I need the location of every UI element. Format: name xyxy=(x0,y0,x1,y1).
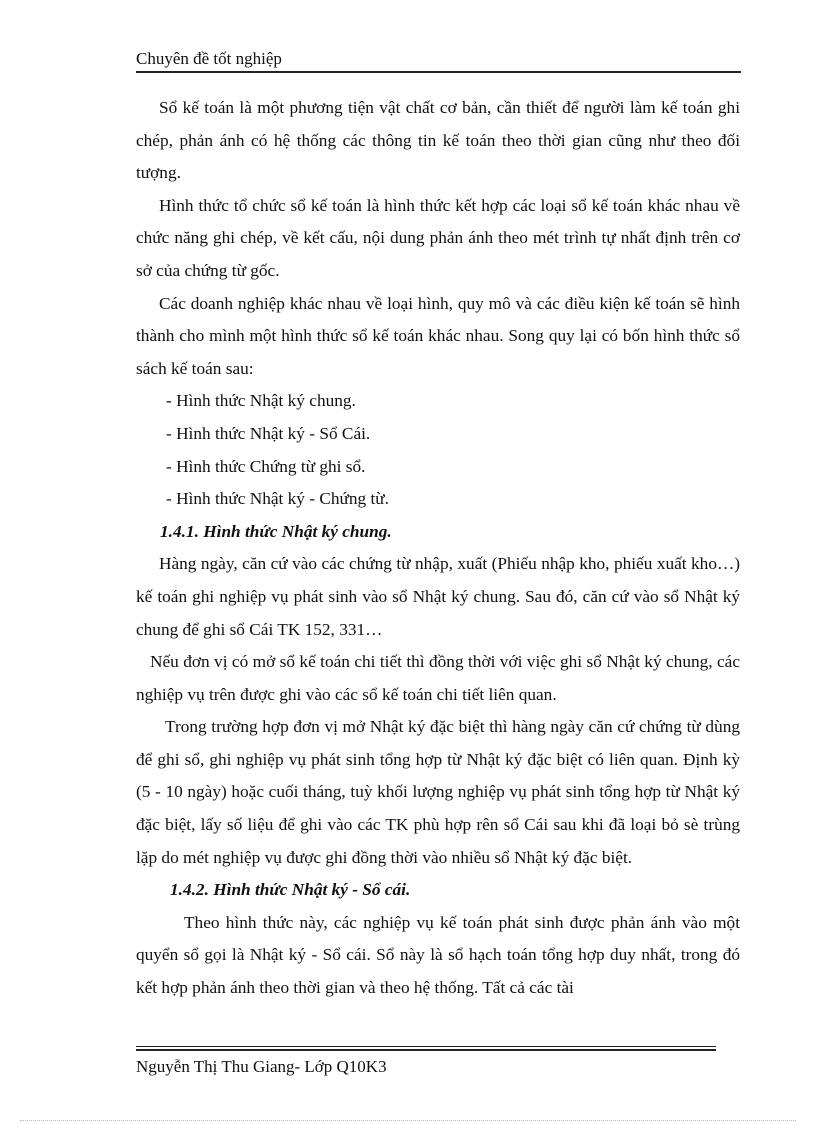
paragraph-3: Các doanh nghiệp khác nhau về loại hình, quy mô và các điều kiện kế toán sẽ hình thành cho mình một hình thức sổ kế toán khác nhau. Song quy lại có bốn hình thức sổ sách kế toán sau: xyxy=(136,293,740,378)
footer-divider-double xyxy=(136,1049,716,1051)
footer-divider xyxy=(136,1046,716,1047)
page-header xyxy=(136,48,741,73)
paragraph-7: Theo hình thức này, các nghiệp vụ kế toán phát sinh được phản ánh vào một quyển sổ gọi là Nhật ký - Sổ cái. Sổ này là sổ hạch toán tổng hợp duy nhất, trong đó kết hợp phản ánh theo thời gian và theo hệ thống. Tất cả các tài xyxy=(136,912,740,998)
list-item: - Hình thức Nhật ký chung. xyxy=(166,391,356,411)
header-title: Chuyên đề tốt nghiệp xyxy=(136,49,282,68)
section-heading-1-4-2: 1.4.2. Hình thức Nhật ký - Sổ cái. xyxy=(170,880,411,900)
list-item: - Hình thức Nhật ký - Chứng từ. xyxy=(166,489,389,509)
page-bottom-edge xyxy=(20,1120,796,1121)
paragraph-6: Trong trường hợp đơn vị mở Nhật ký đặc biệt thì hàng ngày căn cứ chứng từ dùng để ghi sổ, ghi nghiệp vụ phát sinh tổng hợp từ Nhật ký đặc biệt có liên quan. Định kỳ (5 - 10 ngày) hoặc cuối tháng, tuỳ khối lượng nghiệp vụ phát sinh tổng hợp từ Nhật ký đặc biệt, lấy số liệu để ghi vào các TK phù hợp rên sổ Cái sau khi đã loại bỏ sè trùng lặp do mét nghiệp vụ được ghi đồng thời vào nhiều sổ Nhật ký đặc biệt. xyxy=(136,717,740,867)
paragraph-2: Hình thức tổ chức sổ kế toán là hình thức kết hợp các loại sổ kế toán khác nhau về chức năng ghi chép, về kết cấu, nội dung phản ánh theo mét trình tự nhất định trên cơ sở của chứng từ gốc. xyxy=(136,195,740,280)
document-body xyxy=(136,92,740,1005)
paragraph-5: Nếu đơn vị có mở sổ kế toán chi tiết thì đồng thời với việc ghi sổ Nhật ký chung, các nghiệp vụ trên được ghi vào các sổ kế toán chi tiết liên quan. xyxy=(136,652,740,704)
paragraph-1: Sổ kế toán là một phương tiện vật chất cơ bản, cần thiết để người làm kế toán ghi chép, phản ánh có hệ thống các thông tin kế toán theo thời gian cũng như theo đối tượng. xyxy=(136,98,740,183)
list-item: - Hình thức Chứng từ ghi sổ. xyxy=(166,456,366,476)
list-item: - Hình thức Nhật ký - Sổ Cái. xyxy=(166,423,371,443)
paragraph-4: Hàng ngày, căn cứ vào các chứng từ nhập, xuất (Phiếu nhập kho, phiếu xuất kho…) kế toán ghi nghiệp vụ phát sinh vào sổ Nhật ký chung. Sau đó, căn cứ vào sổ Nhật ký chung để ghi sổ Cái TK 152, 331… xyxy=(136,554,740,639)
footer-author: Nguyễn Thị Thu Giang- Lớp Q10K3 xyxy=(136,1057,387,1076)
section-heading-1-4-1: 1.4.1. Hình thức Nhật ký chung. xyxy=(160,521,392,541)
page-footer xyxy=(136,1056,387,1078)
